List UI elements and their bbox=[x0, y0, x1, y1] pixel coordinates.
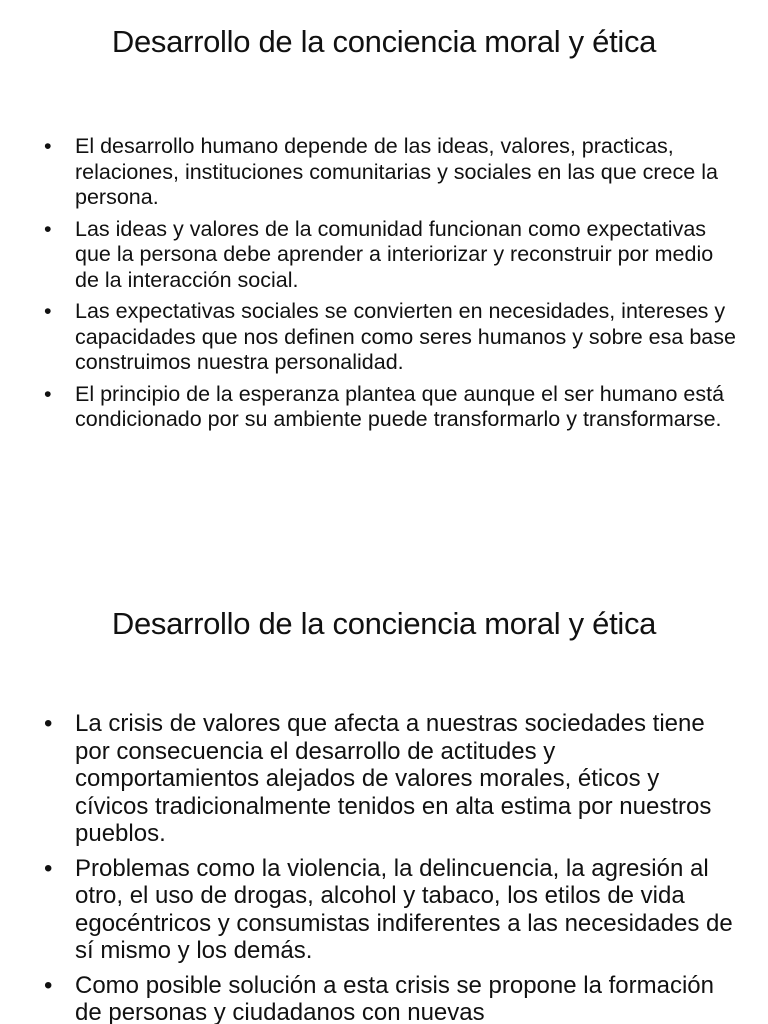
bullet-icon: • bbox=[44, 854, 53, 882]
bullet-icon: • bbox=[44, 971, 53, 999]
bullet-item bbox=[0, 382, 768, 433]
bullet-text: La crisis de valores que afecta a nuestras sociedades tiene por consecuencia el desarrollo de actitudes y comportamientos alejados de valores morales, éticos y cívicos tradicionalmente tenidos en alta estima por nuestros pueblos. bbox=[75, 710, 712, 847]
bullet-icon: • bbox=[44, 381, 52, 406]
slide-2 bbox=[0, 590, 768, 1024]
bullet-item bbox=[0, 134, 768, 211]
bullet-text: El principio de la esperanza plantea que aunque el ser humano está condicionado por su ambiente puede transformarlo y transformarse. bbox=[75, 381, 725, 431]
bullet-icon: • bbox=[44, 299, 52, 323]
bullet-text: El desarrollo humano depende de las ideas, valores, practicas, relaciones, instituciones comunitarias y sociales en las que crece la persona. bbox=[75, 134, 718, 209]
bullet-list bbox=[0, 134, 768, 439]
bullet-item bbox=[0, 217, 768, 294]
slide-title: Desarrollo de la conciencia moral y ética bbox=[111, 24, 657, 59]
bullet-icon: • bbox=[44, 216, 52, 241]
bullet-text: Las expectativas sociales se convierten en necesidades, intereses y capacidades que nos definen como seres humanos y sobre esa base construimos nuestra personalidad. bbox=[75, 299, 736, 374]
bullet-list bbox=[0, 710, 768, 1024]
bullet-item bbox=[0, 299, 768, 376]
bullet-item bbox=[0, 710, 768, 848]
bullet-item bbox=[0, 855, 768, 965]
bullet-text: Las ideas y valores de la comunidad funcionan como expectativas que la persona debe aprender a interiorizar y reconstruir por medio de la interacción social. bbox=[75, 216, 714, 292]
slide-title: Desarrollo de la conciencia moral y ética bbox=[111, 606, 657, 641]
bullet-text: Problemas como la violencia, la delincuencia, la agresión al otro, el uso de drogas, alcohol y tabaco, los etilos de vida egocéntricos y consumistas indiferentes a las necesidades de sí mismo y los demás. bbox=[75, 854, 733, 964]
bullet-icon: • bbox=[44, 710, 53, 737]
bullet-item bbox=[0, 972, 768, 1024]
bullet-icon: • bbox=[44, 134, 52, 158]
bullet-text: Como posible solución a esta crisis se propone la formación de personas y ciudadanos con nuevas bbox=[75, 971, 714, 1024]
